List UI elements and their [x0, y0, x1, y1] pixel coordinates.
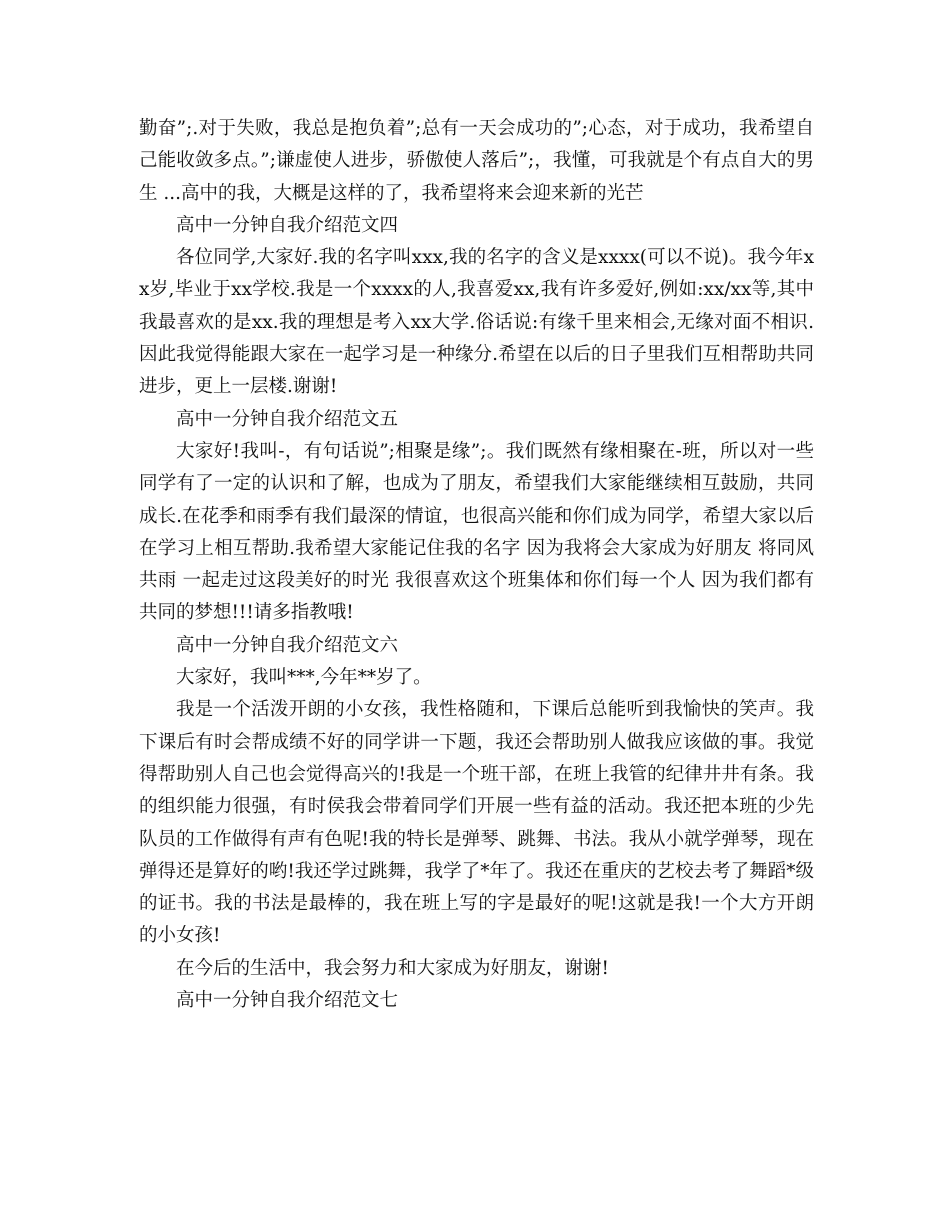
section-heading-5: 高中一分钟自我介绍范文五 [176, 408, 399, 430]
section-heading-7: 高中一分钟自我介绍范文七 [176, 990, 399, 1012]
section-heading-6: 高中一分钟自我介绍范文六 [176, 634, 399, 656]
document-body [139, 113, 814, 1017]
paragraph-greeting-6: 大家好，我叫***,今年**岁了。 [176, 667, 432, 689]
section-heading-4: 高中一分钟自我介绍范文四 [176, 214, 399, 236]
paragraph-intro-4: 各位同学,大家好.我的名字叫xxx,我的名字的含义是xxxx(可以不说)。我今年xx岁,毕业于xx学校.我是一个xxxx的人,我喜爱xx,我有许多爱好,例如:xx/xx等,其中我最喜欢的是xx.我的理想是考入xx大学.俗话说:有缘千里来相会,无缘对面不相识.因此我觉得能跟大家在一起学习是一种缘分.希望在以后的日子里我们互相帮助共同进步，更上一层楼.谢谢! [139, 247, 814, 398]
paragraph-continuation: 勤奋”;.对于失败，我总是抱负着”;总有一天会成功的”;心态，对于成功，我希望自己能收敛多点。”;谦虚使人进步，骄傲使人落后”;，我懂，可我就是个有点自大的男生 ...高中的我，大概是这样的了，我希望将来会迎来新的光芒 [139, 118, 814, 204]
paragraph-closing-6: 在今后的生活中，我会努力和大家成为好朋友，谢谢! [176, 957, 609, 979]
paragraph-intro-6: 我是一个活泼开朗的小女孩，我性格随和，下课后总能听到我愉快的笑声。我下课后有时会帮成绩不好的同学讲一下题，我还会帮助别人做我应该做的事。我觉得帮助别人自己也会觉得高兴的!我是一个班干部，在班上我管的纪律井井有条。我的组织能力很强，有时侯我会带着同学们开展一些有益的活动。我还把本班的少先队员的工作做得有声有色呢!我的特长是弹琴、跳舞、书法。我从小就学弹琴，现在弹得还是算好的哟!我还学过跳舞，我学了*年了。我还在重庆的艺校去考了舞蹈*级的证书。我的书法是最棒的，我在班上写的字是最好的呢!这就是我!一个大方开朗的小女孩! [139, 699, 814, 947]
paragraph-intro-5: 大家好!我叫-，有句话说”;相聚是缘”;。我们既然有缘相聚在-班，所以对一些同学有了一定的认识和了解，也成为了朋友，希望我们大家能继续相互鼓励，共同成长.在花季和雨季有我们最深的情谊，也很高兴能和你们成为同学，希望大家以后在学习上相互帮助.我希望大家能记住我的名字 因为我将会大家成为好朋友 将同风共雨 一起走过这段美好的时光 我很喜欢这个班集体和你们每一个人 因为我们都有共同的梦想!!!请多指教哦! [139, 440, 814, 624]
